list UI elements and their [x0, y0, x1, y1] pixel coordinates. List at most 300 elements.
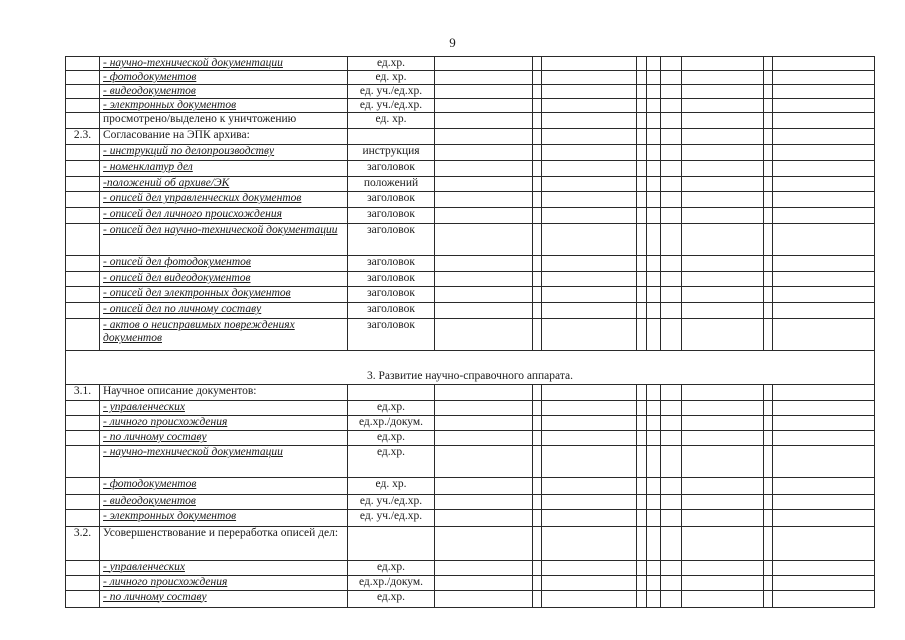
table-row	[66, 272, 875, 287]
item-name-cell	[100, 256, 348, 272]
value-cell	[533, 256, 542, 272]
value-cell	[682, 287, 764, 303]
value-cell	[647, 478, 661, 494]
value-cell	[435, 401, 533, 416]
value-cell	[435, 145, 533, 161]
unit-cell: ед. уч./ед.хр.	[348, 99, 435, 113]
item-name-cell	[100, 478, 348, 494]
value-cell	[661, 494, 682, 509]
value-cell	[533, 431, 542, 446]
value-cell	[764, 303, 773, 319]
value-cell	[764, 560, 773, 575]
value-cell	[682, 99, 764, 113]
value-cell	[637, 494, 647, 509]
item-name: - управленческих	[103, 560, 185, 573]
value-cell	[661, 71, 682, 85]
value-cell	[533, 287, 542, 303]
value-cell	[773, 85, 875, 99]
value-cell	[637, 57, 647, 71]
item-name: - научно-технической документации	[103, 446, 283, 459]
item-name-cell	[100, 560, 348, 575]
value-cell	[682, 319, 764, 351]
unit-cell: ед.хр.	[348, 401, 435, 416]
value-cell	[647, 161, 661, 177]
value-cell	[647, 71, 661, 85]
item-name: - управленческих	[103, 401, 185, 414]
item-name-cell	[100, 319, 348, 351]
unit-cell	[348, 129, 435, 145]
value-cell	[773, 416, 875, 431]
value-cell	[533, 57, 542, 71]
item-name: - актов о неисправимых повреждениях документов	[103, 319, 295, 345]
value-cell	[533, 416, 542, 431]
item-name-cell	[100, 526, 348, 560]
value-cell	[647, 319, 661, 351]
row-number-cell	[66, 161, 100, 177]
unit-cell: ед. уч./ед.хр.	[348, 494, 435, 509]
value-cell	[764, 272, 773, 287]
unit-cell: ед.хр.	[348, 560, 435, 575]
value-cell	[435, 416, 533, 431]
value-cell	[661, 590, 682, 607]
value-cell	[533, 161, 542, 177]
value-cell	[542, 208, 637, 224]
table-row	[66, 71, 875, 85]
value-cell	[542, 224, 637, 256]
item-name-cell	[100, 287, 348, 303]
unit-cell: заголовок	[348, 192, 435, 208]
value-cell	[647, 590, 661, 607]
row-number-cell	[66, 57, 100, 71]
value-cell	[661, 224, 682, 256]
row-number-cell	[66, 145, 100, 161]
value-cell	[682, 494, 764, 509]
value-cell	[773, 590, 875, 607]
value-cell	[647, 208, 661, 224]
value-cell	[637, 287, 647, 303]
item-name-cell	[100, 71, 348, 85]
value-cell	[637, 145, 647, 161]
value-cell	[637, 224, 647, 256]
unit-cell: ед. уч./ед.хр.	[348, 509, 435, 526]
table-row	[66, 446, 875, 478]
row-number-cell	[66, 560, 100, 575]
item-name: - личного происхождения	[103, 416, 228, 429]
table-row	[66, 590, 875, 607]
value-cell	[637, 85, 647, 99]
value-cell	[533, 99, 542, 113]
item-name: -положений об архиве/ЭК	[103, 177, 230, 190]
value-cell	[533, 575, 542, 590]
table-row	[66, 177, 875, 192]
value-cell	[661, 256, 682, 272]
item-name-cell	[100, 575, 348, 590]
value-cell	[542, 256, 637, 272]
value-cell	[682, 416, 764, 431]
value-cell	[435, 192, 533, 208]
value-cell	[773, 575, 875, 590]
unit-cell: заголовок	[348, 303, 435, 319]
table-row	[66, 161, 875, 177]
row-number-cell	[66, 446, 100, 478]
value-cell	[773, 478, 875, 494]
row-number-cell	[66, 303, 100, 319]
value-cell	[542, 590, 637, 607]
value-cell	[542, 177, 637, 192]
item-name: - по личному составу	[103, 590, 207, 603]
table-row	[66, 416, 875, 431]
value-cell	[435, 560, 533, 575]
value-cell	[773, 494, 875, 509]
value-cell	[533, 145, 542, 161]
value-cell	[637, 560, 647, 575]
item-name-cell	[100, 509, 348, 526]
item-name-cell	[100, 224, 348, 256]
value-cell	[682, 272, 764, 287]
value-cell	[435, 526, 533, 560]
value-cell	[682, 192, 764, 208]
value-cell	[533, 129, 542, 145]
value-cell	[637, 385, 647, 401]
value-cell	[682, 256, 764, 272]
value-cell	[435, 256, 533, 272]
row-number-cell	[66, 590, 100, 607]
item-name-cell	[100, 161, 348, 177]
value-cell	[647, 494, 661, 509]
value-cell	[682, 161, 764, 177]
value-cell	[773, 256, 875, 272]
value-cell	[637, 71, 647, 85]
value-cell	[542, 560, 637, 575]
row-number-cell	[66, 287, 100, 303]
value-cell	[647, 303, 661, 319]
unit-cell: ед.хр./докум.	[348, 575, 435, 590]
value-cell	[773, 99, 875, 113]
row-number-cell	[66, 113, 100, 129]
value-cell	[773, 272, 875, 287]
value-cell	[542, 509, 637, 526]
value-cell	[773, 192, 875, 208]
value-cell	[542, 145, 637, 161]
value-cell	[435, 385, 533, 401]
value-cell	[661, 161, 682, 177]
item-name-cell	[100, 208, 348, 224]
value-cell	[773, 57, 875, 71]
value-cell	[661, 446, 682, 478]
item-name-cell	[100, 590, 348, 607]
item-name-cell	[100, 494, 348, 509]
value-cell	[637, 526, 647, 560]
value-cell	[435, 129, 533, 145]
value-cell	[647, 401, 661, 416]
value-cell	[773, 161, 875, 177]
unit-cell: заголовок	[348, 161, 435, 177]
value-cell	[682, 590, 764, 607]
unit-cell: положений	[348, 177, 435, 192]
value-cell	[542, 431, 637, 446]
value-cell	[682, 446, 764, 478]
value-cell	[764, 446, 773, 478]
value-cell	[637, 401, 647, 416]
value-cell	[435, 509, 533, 526]
value-cell	[542, 494, 637, 509]
value-cell	[647, 272, 661, 287]
table-row	[66, 401, 875, 416]
value-cell	[661, 145, 682, 161]
value-cell	[682, 303, 764, 319]
value-cell	[773, 446, 875, 478]
value-cell	[764, 431, 773, 446]
item-name-cell	[100, 385, 348, 401]
item-name: Научное описание документов:	[103, 385, 257, 398]
value-cell	[764, 208, 773, 224]
table-row	[66, 478, 875, 494]
value-cell	[764, 319, 773, 351]
value-cell	[773, 319, 875, 351]
value-cell	[533, 478, 542, 494]
value-cell	[542, 192, 637, 208]
unit-cell: ед.хр.	[348, 446, 435, 478]
value-cell	[637, 177, 647, 192]
item-name: - номенклатур дел	[103, 161, 193, 174]
table-row	[66, 129, 875, 145]
value-cell	[637, 509, 647, 526]
value-cell	[637, 192, 647, 208]
unit-cell: ед.хр.	[348, 57, 435, 71]
value-cell	[435, 208, 533, 224]
value-cell	[682, 509, 764, 526]
value-cell	[773, 560, 875, 575]
row-number-cell	[66, 192, 100, 208]
value-cell	[637, 256, 647, 272]
value-cell	[542, 319, 637, 351]
value-cell	[661, 177, 682, 192]
item-name: - электронных документов	[103, 99, 237, 112]
value-cell	[647, 177, 661, 192]
table-row	[66, 192, 875, 208]
item-name: просмотрено/выделено к уничтожению	[103, 113, 297, 126]
value-cell	[773, 509, 875, 526]
value-cell	[682, 71, 764, 85]
value-cell	[764, 85, 773, 99]
item-name: - научно-технической документации	[103, 57, 283, 69]
value-cell	[542, 161, 637, 177]
value-cell	[435, 478, 533, 494]
value-cell	[764, 526, 773, 560]
value-cell	[637, 161, 647, 177]
row-number-cell	[66, 256, 100, 272]
value-cell	[682, 575, 764, 590]
table-row	[66, 526, 875, 560]
item-name-cell	[100, 145, 348, 161]
value-cell	[764, 129, 773, 145]
value-cell	[764, 71, 773, 85]
row-number-cell	[66, 272, 100, 287]
value-cell	[647, 526, 661, 560]
item-name: - личного происхождения	[103, 575, 228, 588]
unit-cell: заголовок	[348, 224, 435, 256]
value-cell	[661, 478, 682, 494]
table-row	[66, 145, 875, 161]
value-cell	[773, 208, 875, 224]
unit-cell	[348, 385, 435, 401]
unit-cell: ед.хр.	[348, 431, 435, 446]
value-cell	[637, 431, 647, 446]
row-number-cell	[66, 224, 100, 256]
value-cell	[773, 113, 875, 129]
value-cell	[773, 303, 875, 319]
value-cell	[661, 526, 682, 560]
row-number-cell	[66, 208, 100, 224]
unit-cell: ед. хр.	[348, 113, 435, 129]
value-cell	[435, 57, 533, 71]
value-cell	[542, 71, 637, 85]
item-name: - описей дел управленческих документов	[103, 192, 302, 205]
value-cell	[773, 287, 875, 303]
value-cell	[764, 590, 773, 607]
value-cell	[764, 99, 773, 113]
value-cell	[682, 431, 764, 446]
value-cell	[533, 319, 542, 351]
value-cell	[533, 272, 542, 287]
unit-cell: инструкция	[348, 145, 435, 161]
value-cell	[764, 287, 773, 303]
item-name-cell	[100, 303, 348, 319]
value-cell	[682, 145, 764, 161]
value-cell	[637, 129, 647, 145]
value-cell	[682, 385, 764, 401]
value-cell	[682, 560, 764, 575]
row-number-cell	[66, 431, 100, 446]
table-row	[66, 575, 875, 590]
value-cell	[682, 401, 764, 416]
table-row	[66, 494, 875, 509]
item-name-cell	[100, 416, 348, 431]
value-cell	[647, 431, 661, 446]
row-number-cell: 3.1.	[66, 385, 100, 401]
value-cell	[533, 590, 542, 607]
row-number-cell	[66, 575, 100, 590]
item-name-cell	[100, 129, 348, 145]
item-name: Усовершенствование и переработка описей дел:	[103, 526, 339, 539]
value-cell	[773, 129, 875, 145]
value-cell	[773, 431, 875, 446]
value-cell	[542, 446, 637, 478]
value-cell	[661, 385, 682, 401]
table-row	[66, 113, 875, 129]
section-heading: 3. Развитие научно-справочного аппарата.	[66, 351, 875, 385]
value-cell	[773, 401, 875, 416]
value-cell	[647, 99, 661, 113]
value-cell	[435, 446, 533, 478]
row-number-cell	[66, 85, 100, 99]
row-number-cell	[66, 177, 100, 192]
item-name: - описей дел фотодокументов	[103, 256, 251, 269]
value-cell	[661, 287, 682, 303]
value-cell	[533, 526, 542, 560]
value-cell	[542, 416, 637, 431]
value-cell	[682, 177, 764, 192]
value-cell	[647, 224, 661, 256]
value-cell	[435, 303, 533, 319]
value-cell	[773, 71, 875, 85]
value-cell	[533, 509, 542, 526]
table-row	[66, 560, 875, 575]
value-cell	[637, 319, 647, 351]
value-cell	[647, 192, 661, 208]
value-cell	[764, 57, 773, 71]
item-name: - электронных документов	[103, 509, 237, 522]
item-name-cell	[100, 401, 348, 416]
row-number-cell	[66, 71, 100, 85]
value-cell	[661, 85, 682, 99]
table-row	[66, 57, 875, 71]
row-number-cell	[66, 478, 100, 494]
value-cell	[647, 256, 661, 272]
value-cell	[435, 272, 533, 287]
value-cell	[661, 99, 682, 113]
value-cell	[647, 446, 661, 478]
item-name-cell	[100, 431, 348, 446]
item-name: - фотодокументов	[103, 478, 197, 491]
value-cell	[661, 272, 682, 287]
value-cell	[764, 575, 773, 590]
value-cell	[661, 319, 682, 351]
value-cell	[764, 192, 773, 208]
value-cell	[542, 287, 637, 303]
item-name-cell	[100, 113, 348, 129]
value-cell	[647, 385, 661, 401]
row-number-cell	[66, 509, 100, 526]
value-cell	[764, 256, 773, 272]
value-cell	[542, 129, 637, 145]
value-cell	[773, 224, 875, 256]
value-cell	[764, 509, 773, 526]
unit-cell: ед. хр.	[348, 71, 435, 85]
value-cell	[682, 57, 764, 71]
value-cell	[682, 478, 764, 494]
item-name-cell	[100, 85, 348, 99]
value-cell	[533, 385, 542, 401]
value-cell	[435, 319, 533, 351]
value-cell	[533, 113, 542, 129]
item-name: - по личному составу	[103, 431, 207, 444]
value-cell	[533, 303, 542, 319]
value-cell	[682, 129, 764, 145]
item-name: - описей дел видеодокументов	[103, 272, 251, 285]
item-name-cell	[100, 272, 348, 287]
value-cell	[533, 177, 542, 192]
value-cell	[533, 494, 542, 509]
table-row	[66, 99, 875, 113]
value-cell	[637, 99, 647, 113]
value-cell	[542, 99, 637, 113]
value-cell	[661, 509, 682, 526]
value-cell	[637, 590, 647, 607]
table-row	[66, 431, 875, 446]
row-number-cell	[66, 494, 100, 509]
value-cell	[533, 401, 542, 416]
page-number: 9	[449, 35, 456, 50]
value-cell	[764, 401, 773, 416]
table-row	[66, 385, 875, 401]
value-cell	[647, 85, 661, 99]
value-cell	[661, 575, 682, 590]
item-name: - инструкций по делопроизводству	[103, 145, 275, 158]
value-cell	[542, 385, 637, 401]
value-cell	[542, 113, 637, 129]
table-row	[66, 85, 875, 99]
